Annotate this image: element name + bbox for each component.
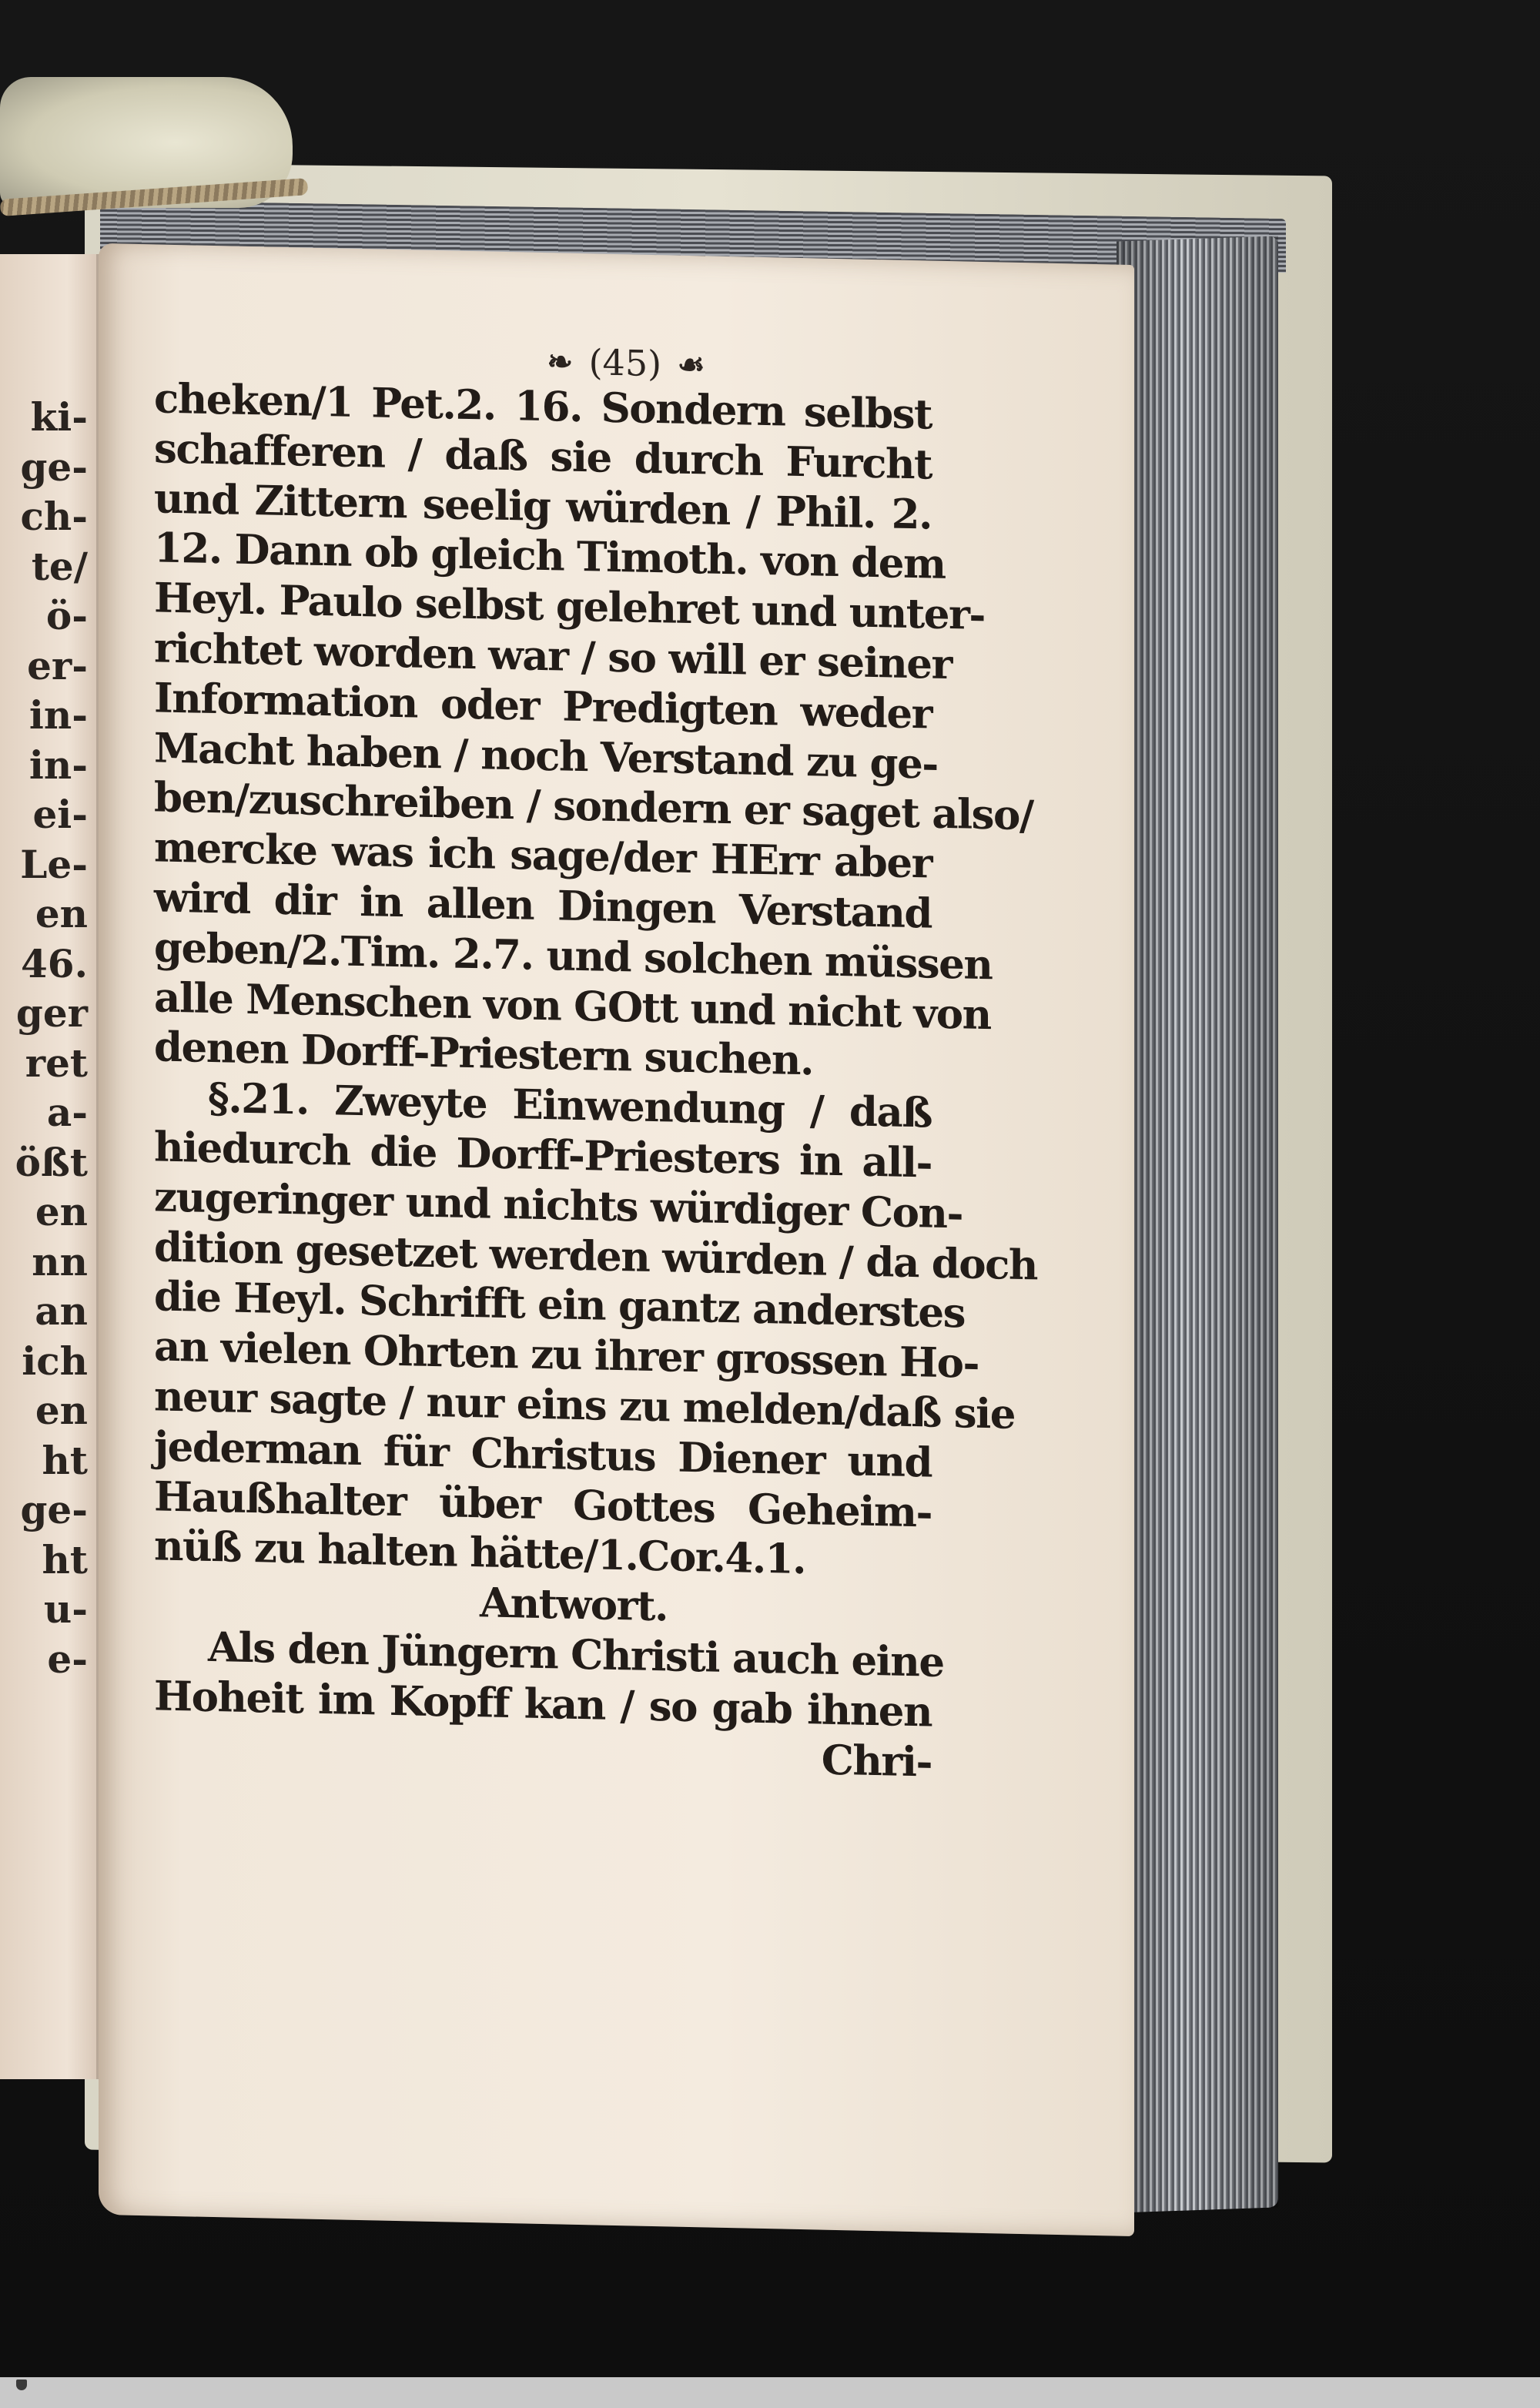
left-page-fragment: ö- <box>45 593 88 638</box>
text-line: alle Menschen von GOtt und nicht von <box>154 973 991 1039</box>
text-line: richtet worden war / so will er seiner <box>154 624 952 689</box>
text-line: neur sagte / nur eins zu melden/daß sie <box>154 1372 1015 1438</box>
answer-heading: Antwort. <box>480 1579 668 1631</box>
text-line: Als den Jüngern Christi auch eine <box>208 1623 944 1686</box>
text-line: schafferen / daß sie durch Furcht <box>154 424 932 489</box>
text-line: mercke was ich sage/der HErr aber <box>154 823 932 888</box>
left-page-fragments <box>0 393 88 1684</box>
left-page-fragment: in- <box>28 742 88 788</box>
left-page-fragment: e- <box>47 1636 88 1682</box>
text-line: Hoheit im Kopff kan / so gab ihnen <box>154 1672 932 1737</box>
page-edge-shading <box>1116 236 1278 2212</box>
left-page-fragment: 46. <box>21 940 88 986</box>
viewer-footer-bar <box>0 2377 1540 2408</box>
library-crest-icon <box>8 2380 35 2406</box>
left-page-fragment: en <box>35 1388 88 1433</box>
header-ornament-left-icon: ❧ <box>547 343 573 380</box>
body-text <box>154 373 1037 1787</box>
text-line: an vielen Ohrten zu ihrer grossen Ho- <box>154 1322 979 1388</box>
text-line: Haußhalter über Gottes Geheim- <box>154 1472 932 1537</box>
left-page-fragment: nn <box>32 1238 88 1284</box>
left-page-fragment: in- <box>28 692 88 738</box>
left-page-fragment: a- <box>46 1090 88 1135</box>
left-page-fragment: ch- <box>20 494 88 539</box>
left-page-fragment: er- <box>27 642 88 688</box>
left-page-fragment: ht <box>42 1536 88 1582</box>
left-page-fragment: en <box>35 1189 88 1234</box>
text-line: Macht haben / noch Verstand zu ge- <box>154 723 938 789</box>
left-page-fragment: ht <box>42 1437 88 1483</box>
text-line: geben/2.Tim. 2.7. und solchen müssen <box>154 923 993 989</box>
text-line: jederman für Christus Diener und <box>154 1422 932 1487</box>
section-heading-line: §.21. Zweyte Einwendung / daß <box>208 1074 932 1137</box>
right-page <box>99 243 1134 2236</box>
text-line: dition gesetzet werden würden / da doch <box>154 1222 1037 1289</box>
text-line: denen Dorff-Priestern suchen. <box>154 1023 813 1085</box>
left-page-fragment: en <box>35 891 88 936</box>
left-page-fragment: Le- <box>20 841 88 887</box>
left-page-fragment: ger <box>15 990 88 1036</box>
left-page-fragment: ret <box>25 1040 88 1086</box>
left-page-fragment: ößt <box>15 1139 88 1185</box>
text-line: Information oder Predigten weder <box>154 674 932 738</box>
left-page-fragment: ge- <box>20 1487 88 1532</box>
header-ornament-right-icon: ☙ <box>677 346 705 383</box>
left-page-fragment: ei- <box>32 792 88 837</box>
left-page-fragment: an <box>35 1288 88 1334</box>
text-line: 12. Dann ob gleich Timoth. von dem <box>154 524 946 589</box>
text-line: Heyl. Paulo selbst gelehret und unter- <box>154 574 985 640</box>
text-line: die Heyl. Schrifft ein gantz anderstes <box>154 1272 965 1338</box>
text-line: nüß zu halten hätte/1.Cor.4.1. <box>154 1522 806 1584</box>
text-line: cheken/1 Pet.2. 16. Sondern selbst <box>154 374 932 439</box>
left-page-fragment: u- <box>43 1586 88 1632</box>
text-line: und Zittern seelig würden / Phil. 2. <box>154 474 932 539</box>
left-page-fragment: ge- <box>20 444 88 490</box>
text-line: zugeringer und nichts würdiger Con- <box>154 1173 962 1238</box>
catchword: Chri- <box>821 1736 932 1787</box>
text-line: ben/zuschreiben / sondern er saget also/ <box>154 773 1033 840</box>
page-number: (45) <box>588 341 662 385</box>
left-page <box>0 254 99 2079</box>
left-page-fragment: te/ <box>31 543 88 589</box>
text-line: hiedurch die Dorff-Priesters in all- <box>154 1123 932 1187</box>
left-page-fragment: ki- <box>30 394 88 440</box>
left-page-fragment: ich <box>22 1338 88 1384</box>
text-line: wird dir in allen Dingen Verstand <box>154 873 932 938</box>
